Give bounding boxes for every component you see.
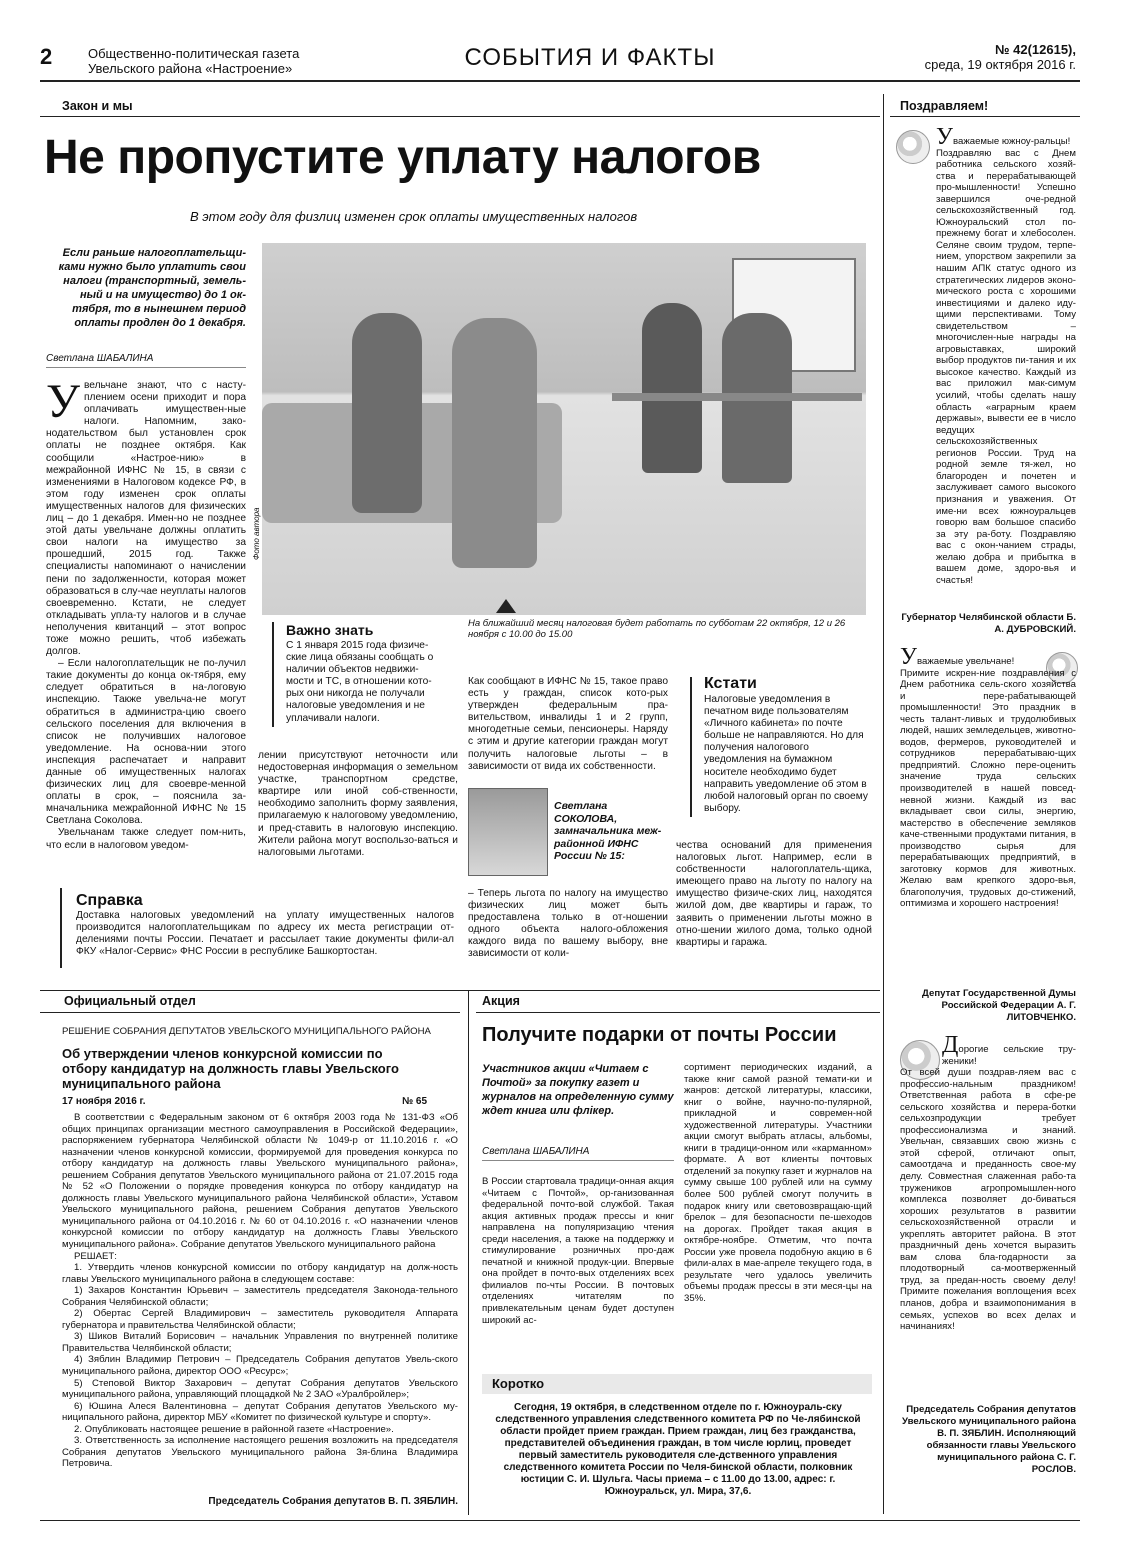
greeting-3 xyxy=(900,1032,1076,1333)
rubric-law: Закон и мы xyxy=(62,99,133,113)
decision-item: 3. Ответственность за исполнение настоящего решения возложить на председателя Собрания депутатов Увельского муниципального района Зя-блина Владимира Петровича. xyxy=(62,1435,458,1470)
decision-number: № 65 xyxy=(402,1096,428,1107)
decision-label: РЕШЕНИЕ СОБРАНИЯ ДЕПУТАТОВ УВЕЛЬСКОГО МУНИЦИПАЛЬНОГО РАЙОНА xyxy=(62,1026,431,1037)
main-lead: Если раньше налогоплательщи-ками нужно было уплатить свои налоги (транспортный, земель-ный и на имущество) до 1 ок-тября, то в нынешнем период оплаты продлен до 1 декабря. xyxy=(58,247,246,329)
promo-author-rule xyxy=(482,1160,674,1161)
main-col-4: чества оснований для применения налоговых льгот. Например, если в собственности налогоплатель-щика, имеющего право на льготу по налогу на имущество физиче-ских лиц, находятся жилой дом, две квартиры и гараж, то заявить о применении льготы можно в отно-шении жилого дома, только одной квартиры и гаража. xyxy=(676,840,872,948)
greeting-3-text: От всей души поздрав-ляем вас с профессио-нальным праздником! Ответственная работа в сфе-ре сельского хозяйства и перера-ботки сельхозпродукции требует профессионализма и знаний. Увельчан, связавших свою жизнь с этой сферой, отличают опыт, самоотдача и преданность свое-му делу. Совместная слаженная рабо-та тружеников агропромышлен-ного комплекса позволяет до-биваться хороших результатов в развитии сельскохозяйственной отрасли и укреплять авторитет района. В этот праздничный день хочется выразить вам слова бла-годарности за плодотворный са-моотверженный труд, за предан-ность своему делу! Примите пожелания воплощения всех планов, добра и взаимопонимания в семьях, успехов во всех делах и начинаниях! xyxy=(900,1067,1076,1333)
decision-title: Об утверждении членов конкурсной комиссии по отбору кандидатур на должность главы Увельского муниципального района xyxy=(62,1046,399,1091)
decision-body xyxy=(62,1112,458,1470)
header-rule xyxy=(40,80,1080,82)
decision-item: 4) Зяблин Владимир Петрович – Председатель Собрания депутатов Увель-ского муниципального района, директор ООО «Ресурс»; xyxy=(62,1354,458,1378)
page-number: 2 xyxy=(40,44,53,69)
bottom-section-rule xyxy=(40,990,880,991)
brief-text: Сегодня, 19 октября, в следственном отделе по г. Южноураль-ску следственного управления следственного комитета РФ по Че-лябинской области пройдет прием граждан. Прием граждан, лиц без гражданства, представителей объединения граждан, в том числе юрлиц, проведет первый заместитель руководителя сле-дственного управления следственного комитета России по Челя-бинской области, полковник юстиции С. И. Шульга. Часы приема – с 11.00 до 13.00, адрес: г. Южноуральск, ул. Мира, 37,6. xyxy=(495,1402,861,1497)
main-col-2: лении присутствуют неточности или недостоверная информация о земельном участке, транспортном средстве, квартире или иной соб-ственности, необходимо заполнить форму заявления, прилагаемую к налоговому уведомлению, и пред-ставить в налоговую инспекцию. Жители района могут воспользо-ваться и налоговыми льготами. xyxy=(258,750,458,858)
greeting-1-text: Поздравляю вас с Днем работника сельского хозяй-ства и перерабатывающей про-мышленности! Успешно завершился оче-редной сельскохозяйственный год. Южноуральский стол по-прежнему богат и хлебосолен. Селяне своим трудом, терпе-нием, упорством закрепили за нашим АПК статус одного из стратегических лидеров эконо-мического роста с хорошими инвестициями и далеко иду-щими перспективами. Тому свидетельством – многочислен-ные награды на агровыставках, широкий выбор продуктов пи-тания и их высокое качество. Каждый из вас приложил мак-симум усилий, чтобы сделать нашу область «аграрным краем державы», вывести ее в число ведущих сельскохозяйственных регионов России. Труд на родной земле тя-жел, но благороден и почетен и заслуживает самого высокого признания и уважения. От име-ни всех южноуральцев говорю вам большое спасибо за эту ра-боту. Поздравляю вас с окон-чанием страды, желаю добра и прибытка в вашем доме, здоро-вья и счастья! xyxy=(936,147,1076,586)
issue-number: № 42(12615), xyxy=(995,42,1076,57)
quote-text: – Теперь льгота по налогу на имущество физических лиц может быть предоставлена только в от-ношении одного объекта налого-обложения каждого вида по вашему выбору, вне зависимости от коли- xyxy=(468,888,668,960)
greeting-1 xyxy=(900,124,1076,586)
photo-caption: На ближайший месяц налоговая будет работать по субботам 22 октября, 12 и 26 ноября с 10.00 до 15.00 xyxy=(468,618,846,640)
dropcap-u: У xyxy=(46,375,80,428)
spravka-title: Справка xyxy=(76,892,143,909)
spravka-bar xyxy=(60,888,62,968)
main-subheadline: В этом году для физлиц изменен срок оплаты имущественных налогов xyxy=(190,209,638,224)
decision-item: 5) Степовой Виктор Захарович – депутат Собрания депутатов Увельского муниципального района, управляющий площадкой № 2 ЗАО «Уралбройлер»; xyxy=(62,1377,458,1401)
paper-desc-line-1: Общественно-политическая газета xyxy=(88,46,300,61)
decision-resolves: РЕШАЕТ: xyxy=(74,1250,117,1262)
greeting-1-sign: Губернатор Челябинской области Б. А. ДУБРОВСКИЙ. xyxy=(901,612,1076,635)
paper-desc-line-2: Увельского района «Настроение» xyxy=(88,61,293,76)
main-col1-p1: вельчане знают, что с насту-плением осени приходит и пора оплачивать имуществен-ные налоги. Напомним, зако-нодательством был установлен срок оплаты не позднее октября. Как сообщили «Настрое-нию» в межрайонной ИФНС № 15, в связи с изменениями в Налоговом кодексе РФ, в этом году изменен срок оплаты имущественных налогов для физических лиц – до 1 декабря. Имен-но не позднее этой даты увельчане должны оплатить свои налоги на имущество за прошедший, 2015 год. Также специалисты напоминают о начислении пени по задолженности, которая может образоваться в слу-чае неуплаты налогов своевременно. Кстати, не следует откладывать упла-ту налогов и в случае неполучения квитанций – этот вопрос тоже можно решить, чтоб избежать долгов. xyxy=(46,380,246,658)
promo-lead: Участников акции «Читаем с Почтой» за покупку газет и журналов на определенную сумму ждет книга или флікер. xyxy=(482,1063,674,1117)
greeting-2 xyxy=(900,644,1076,910)
main-col-3: Как сообщают в ИФНС № 15, такое право есть у граждан, список кото-рых утвержден федеральным пра-вительством, инвалиды 1 и 2 групп, многодетные семьи, пенсионеры. Наряду с этим и другие категории граждан могут получить налоговые льготы – в зависимости от вида их собственности. xyxy=(468,676,668,772)
rubric-promo: Акция xyxy=(482,994,520,1008)
decision-item: 1) Захаров Константин Юрьевич – заместитель председателя Законода-тельного Собрания Челябинской области; xyxy=(62,1285,458,1308)
rubric-congrats: Поздравляем! xyxy=(900,99,989,113)
greeting-3-sign: Председатель Собрания депутатов Увельского муниципального района В. П. ЗЯБЛИН. Исполняющий обязанности главы Увельского муниципального района С. Г. РОСЛОВ. xyxy=(901,1404,1076,1475)
main-author: Светлана ШАБАЛИНА xyxy=(46,353,154,364)
promo-rule xyxy=(476,1012,880,1013)
main-col1-p3: Увельчанам также следует пом-нить, что если в налоговом уведом- xyxy=(46,827,246,851)
rubric-official: Официальный отдел xyxy=(64,994,196,1008)
decision-item: 6) Юшина Алеся Валентиновна – депутат Собрания депутатов Увельского му-ниципального района, директор МБУ «Комитет по физической культуре и спорту». xyxy=(62,1400,458,1424)
greeting-3-salute: орогие сельские тру-женики! xyxy=(942,1044,1076,1067)
greeting-2-sign: Депутат Государственной Думы Российской Федерации А. Г. ЛИТОВЧЕНКО. xyxy=(922,988,1076,1023)
greeting-3-initial: Д xyxy=(942,1032,959,1058)
official-divider xyxy=(468,990,469,1515)
decision-date: 17 ноября 2016 г. xyxy=(62,1096,146,1107)
issue-info xyxy=(925,42,1076,72)
decision-item: 1. Утвердить членов конкурсной комиссии по отбору кандидатур на долж-ность главы Увельского муниципального района в следующем составе: xyxy=(62,1262,458,1285)
vazhno-title: Важно знать xyxy=(286,622,374,638)
promo-headline: Получите подарки от почты России xyxy=(482,1024,837,1046)
decision-item: 2) Обертас Сергей Владимирович – заместитель руководителя Аппарата губернатора и правительства Челябинской области; xyxy=(62,1308,458,1331)
greeting-1-salute: важаемые южноу-ральцы! xyxy=(953,136,1071,147)
greeting-2-initial: У xyxy=(900,644,917,670)
brief-title: Коротко xyxy=(492,1376,545,1391)
main-col-1 xyxy=(46,375,246,852)
sidebar-divider xyxy=(883,94,884,1514)
main-col1-p2: – Если налогоплательщик не по-лучил такие документы до конца ок-тября, ему следует обратиться в на-логовую инспекцию. Также увельча-не могут обратиться в администра-цию своего сельского поселения для включения в список не получивших налоговое уведомление. На основа-нии этого инспекция распечатает и направит данные об имущественных налогах физических лиц для своевре-менной оплаты в срок, – пояснила за-мначальника межрайонной ИФНС № 15 Светлана Соколова. xyxy=(46,658,246,827)
issue-date: среда, 19 октября 2016 г. xyxy=(924,57,1076,72)
paper-description xyxy=(88,46,299,76)
decision-signature: Председатель Собрания депутатов В. П. ЗЯБЛИН. xyxy=(208,1496,458,1507)
greeting-2-salute: важаемые увельчане! xyxy=(917,656,1015,667)
congrats-rule xyxy=(890,116,1080,117)
official-rule xyxy=(40,1012,460,1013)
greeting-1-initial: У xyxy=(936,124,953,150)
decision-item: 3) Шиков Виталий Борисович – начальник Управления по внутренней политике Правительства Челябинской области; xyxy=(62,1331,458,1354)
photo-person-3 xyxy=(642,303,702,473)
promo-author: Светлана ШАБАЛИНА xyxy=(482,1146,590,1157)
author-rule xyxy=(46,367,246,368)
photo-person-man xyxy=(352,313,422,513)
main-photo xyxy=(262,243,866,615)
kstati-text: Налоговые уведомления в печатном виде пользователям «Личного кабинета» по почте больше не направляются. Но для получения налогового уведомления на бумажном носителе необходимо будет направить уведомление об этом в любой налоговый орган по своему выбору. xyxy=(704,694,868,814)
decision-item: 2. Опубликовать настоящее решение в районной газете «Настроение». xyxy=(74,1423,394,1435)
rubric-rule xyxy=(40,116,880,117)
spravka-text: Доставка налоговых уведомлений на уплату имущественных налогов производится налогоплательщикам по адресу их места регистрации от-делениями почты России. Печатает и рассылает такие документы фили-ал ФКУ «Налог-Сервис» ФНС России в республике Башкортостан. xyxy=(76,910,454,958)
main-headline: Не пропустите уплату налогов xyxy=(44,131,761,184)
quote-attribution xyxy=(554,800,669,863)
vazhno-bar xyxy=(272,622,274,727)
section-title: СОБЫТИЯ И ФАКТЫ xyxy=(464,44,716,71)
promo-col-2: сортимент периодических изданий, а также книг самой разной темати-ки и жанров: детской литературы, классики, книг о войне, научно-по-пулярной, прикладной и современ-ной художественной литературы. Участники акции смогут выбрать атласы, альбомы, книги в традици-онном или «карманном» формате. А вот клиенты почтовых отделений за покупку газет и журналов на сумму свыше 100 рублей или на сумму более 500 рублей смогут получить в подарок книгу или световозвращаю-щий брелок – для безопасности пе-шеходов на дорогах. Пройдет такая акция в октябре-ноябре. Отметим, что почта России уже провела подобную акцию в 6 фили-алах в мае-апреле текущего года, в результате чего удалось увеличить объемы продаж прессы в эти меся-цы на 35%. xyxy=(684,1062,872,1304)
photo-desk xyxy=(612,393,862,401)
footer-rule xyxy=(40,1520,1080,1521)
kstati-title: Кстати xyxy=(704,675,757,692)
caption-triangle-icon xyxy=(496,599,516,613)
quote-role: замначальника меж-районной ИФНС России № 15: xyxy=(554,825,662,862)
vazhno-text: С 1 января 2015 года физиче-ские лица обязаны сообщать о наличии объектов недвижи-мости и ТС, в отношении кото-рых они никогда не получали налоговые уведомления и не уплачивали налоги. xyxy=(286,640,434,724)
photo-credit: Фото автора xyxy=(252,507,261,560)
quote-name: Светлана СОКОЛОВА, xyxy=(554,800,618,825)
decision-preamble: В соответствии с Федеральным законом от 6 октября 2003 года № 131-ФЗ «Об общих принципах организации местного самоуправления в Российской Федерации», распоряжением губернатора Челябинской области № 1049-р от 11.10.2016 г. «О назначении членов конкурсной комиссии, формируемой для проведения конкурса по отбору кандидатур на должность главы Увельского муниципального района», решением Собрания депутатов Увельского муниципального района от 21.07.2015 года № 52 «О Положении о порядке проведения конкурса по отбору кандидатур на должность главы Увельского муниципального района Челябинской области», Уставом Увельского муниципального района, решением Собрания депутатов Увельского муниципального района от 04.10.2016 г. № 60 от 04.10.2016 г. «О назначении членов конкурсной комиссии по отбору кандидатур на должность Главы Увельского муниципального района». Собрание депутатов Увельского муниципального района xyxy=(62,1112,458,1251)
greeting-2-text: Примите искрен-ние поздравления с Днем работника сель-ского хозяйства и пере-рабатывающей промышленности! Это праздник в честь талант-ливых и трудолюбивых людей, наших земледельцев, животно-водов, фермеров, руководителей и сотрудников перерабатываю-щих предприятий. Сложно пере-оценить значение труда сельских производителей в нашей повсед-невной жизни. Каждый из вас вкладывает свои силы, энергию, мастерство в обеспечение земляков каче-ственными продуктами питания, в производство сырья для перерабатывающих предприятий, в заготовку кормов для животных. Желаю вам крепкого здоро-вья, благополучия, трудовых до-стижений, оптимизма и хорошего настроения! xyxy=(900,667,1076,910)
kstati-bar xyxy=(690,677,692,817)
photo-person-woman xyxy=(452,318,537,568)
quote-photo xyxy=(468,788,548,876)
promo-col-1: В России стартовала традици-онная акция «Читаем с Почтой», ор-ганизованная федеральной почто-вой службой. Такая акция активных продаж прессы и книг направлена на популяризацию чтения среди населения, а также на поддержку и стимулирование розничных про-даж печатной и книжной продук-ции. Впервые она пройдет в почто-вых отделениях всех филиалов по-чты России. В почтовых отделениях читателям по привлекательным ценам будет доступен широкий ас- xyxy=(482,1176,674,1326)
